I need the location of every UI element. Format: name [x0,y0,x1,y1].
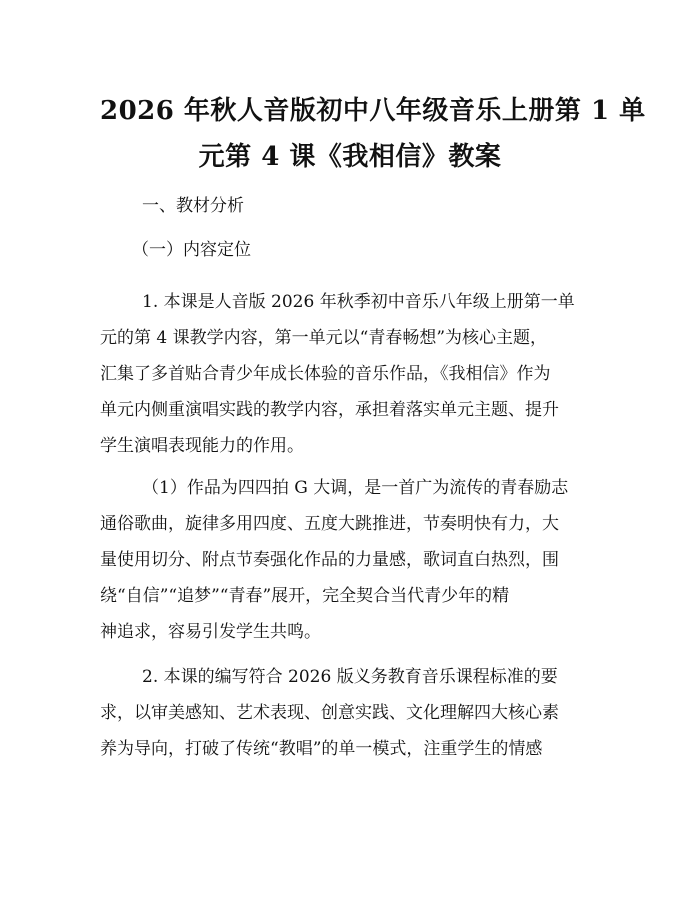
paragraph-3-line-3: 养为导向，打破了传统“教唱”的单一模式，注重学生的情感 [100,739,543,759]
paragraph-2-line-2: 通俗歌曲，旋律多用四度、五度大跳推进，节奏明快有力，大 [100,514,559,534]
title-line-2: 元第 4 课《我相信》教案 [198,142,502,172]
subsection-heading-content-positioning: （一）内容定位 [132,240,251,260]
paragraph-1-line-4: 单元内侧重演唱实践的教学内容，承担着落实单元主题、提升 [100,400,559,420]
paragraph-1 [100,284,602,464]
document-title [100,88,646,180]
title-line-1: 2026 年秋人音版初中八年级音乐上册第 1 单 [100,96,646,126]
paragraph-3 [100,659,602,767]
paragraph-1-line-5: 学生演唱表现能力的作用。 [100,436,304,456]
paragraph-1-line-2: 元的第 4 课教学内容，第一单元以“青春畅想”为核心主题， [100,328,548,348]
paragraph-3-line-1: 2. 本课的编写符合 2026 版义务教育音乐课程标准的要 [142,667,558,687]
paragraph-3-line-2: 求，以审美感知、艺术表现、创意实践、文化理解四大核心素 [100,703,559,723]
paragraph-1-line-1: 1. 本课是人音版 2026 年秋季初中音乐八年级上册第一单 [142,292,575,312]
paragraph-2-line-4: 绕“自信”“追梦”“青春”展开，完全契合当代青少年的精 [100,586,510,606]
paragraph-1-line-3: 汇集了多首贴合青少年成长体验的音乐作品，《我相信》作为 [100,364,551,384]
paragraph-2 [100,470,602,650]
paragraph-2-line-1: （1）作品为四四拍 G 大调，是一首广为流传的青春励志 [142,478,569,498]
section-heading-textbook-analysis: 一、教材分析 [142,196,244,216]
paragraph-2-line-5: 神追求，容易引发学生共鸣。 [100,622,321,642]
paragraph-2-line-3: 量使用切分、附点节奏强化作品的力量感，歌词直白热烈，围 [100,550,559,570]
